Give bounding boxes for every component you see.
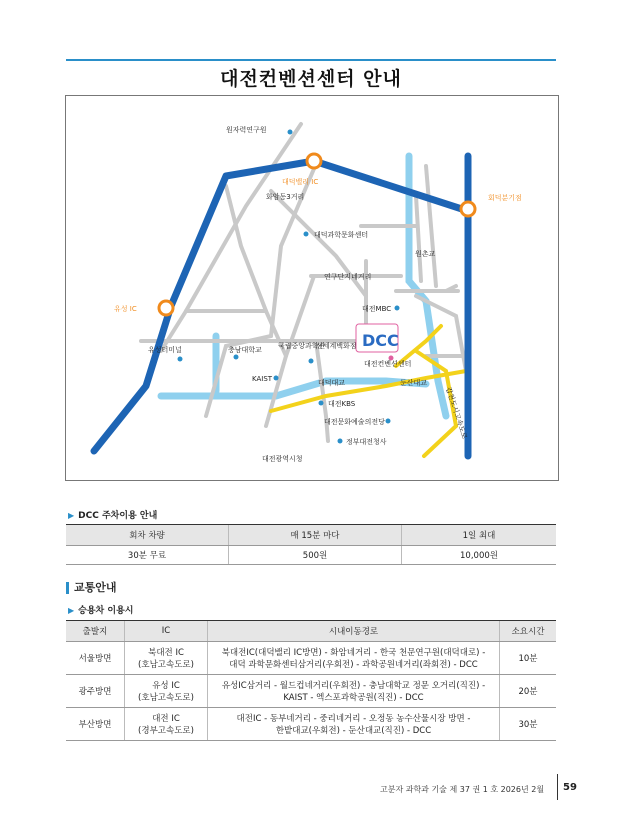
route-header: IC bbox=[125, 621, 208, 642]
route-from: 광주방면 bbox=[66, 675, 125, 708]
route-path: 대전IC - 동부네거리 - 중리네거리 - 오정동 농수산물시장 방면 - 한밭대교(우회전) - 둔산대교(직진) - DCC bbox=[208, 708, 500, 741]
route-path: 북대전IC(대덕밸리 IC방면) - 화암네거리 - 한국 천문연구원(대덕대로) - 대덕 과학문화센터삼거리(우회전) - 과학공원네거리(좌회전) - DCC bbox=[208, 642, 500, 675]
parking-header: 1일 최대 bbox=[402, 525, 557, 546]
route-time: 10분 bbox=[500, 642, 557, 675]
label-honam-exp: 호남고속도로 bbox=[365, 186, 407, 207]
parking-cell: 30분 무료 bbox=[66, 546, 229, 565]
parking-heading: ▶ DCC 주차이용 안내 bbox=[68, 511, 158, 521]
route-from: 부산방면 bbox=[66, 708, 125, 741]
label-govt: 정부대전청사 bbox=[346, 438, 387, 446]
parking-header: 회차 차량 bbox=[66, 525, 229, 546]
triangle-icon: ▶ bbox=[68, 606, 75, 615]
label-gapcheon: 갑천도시고속도로 bbox=[444, 386, 469, 441]
route-time: 20분 bbox=[500, 675, 557, 708]
label-wondong: 원촌교 bbox=[415, 250, 436, 258]
title-top-rule bbox=[66, 59, 556, 61]
label-mbc: 대전MBC bbox=[362, 305, 392, 313]
label-wonjaryeok: 원자력연구원 bbox=[226, 126, 267, 134]
yuseong-ic-marker bbox=[159, 301, 173, 315]
label-shinsegae: 신세계백화점 bbox=[316, 342, 357, 350]
route-header: 소요시간 bbox=[500, 621, 557, 642]
table-row bbox=[66, 708, 556, 741]
route-path: 유성IC삼거리 - 월드컵네거리(우회전) - 충남대학교 정문 오거리(직진) - KAIST - 엑스포과학공원(직진) - DCC bbox=[208, 675, 500, 708]
route-header: 출발지 bbox=[66, 621, 125, 642]
route-ic: 북대전 IC (호남고속도로) bbox=[125, 642, 208, 675]
footer-text: 고분자 과학과 기술 제 37 권 1 호 2026년 2월 bbox=[380, 785, 545, 794]
location-map bbox=[65, 95, 559, 481]
route-table bbox=[66, 620, 556, 741]
route-ic: 대전 IC (경부고속도로) bbox=[125, 708, 208, 741]
label-daedeok-ic: 대덕밸리 IC bbox=[282, 178, 319, 186]
transport-heading: 교통안내 bbox=[66, 582, 117, 594]
label-yuseong-terminal: 유성터미널 bbox=[148, 346, 182, 354]
label-national-museum: 국립중앙과학관 bbox=[278, 342, 326, 350]
triangle-icon: ▶ bbox=[68, 511, 75, 520]
route-header: 시내이동경로 bbox=[208, 621, 500, 642]
route-from: 서울방면 bbox=[66, 642, 125, 675]
footer-divider bbox=[557, 774, 558, 800]
table-row bbox=[66, 675, 556, 708]
parking-table bbox=[66, 524, 556, 565]
page-number: 59 bbox=[563, 782, 577, 793]
page-title: 대전컨벤션센터 안내 bbox=[220, 68, 402, 90]
label-kbs: 대전KBS bbox=[328, 400, 356, 408]
route-ic: 유성 IC (호남고속도로) bbox=[125, 675, 208, 708]
parking-cell: 10,000원 bbox=[402, 546, 557, 565]
label-dunsan-bridge: 둔산대교 bbox=[400, 379, 428, 387]
parking-cell: 500원 bbox=[229, 546, 402, 565]
car-subheading: ▶ 승용차 이용시 bbox=[68, 606, 134, 616]
parking-header: 매 15분 마다 bbox=[229, 525, 402, 546]
label-yeongu: 연구단지네거리 bbox=[324, 273, 372, 281]
label-dcc-center: 대전컨벤션센터 bbox=[364, 360, 412, 368]
daedeok-ic-marker bbox=[307, 154, 321, 168]
hoedeok-marker bbox=[461, 202, 475, 216]
label-arts: 대전문화예술의전당 bbox=[324, 418, 385, 426]
map-graphic bbox=[66, 96, 558, 480]
label-chungnam-univ: 충남대학교 bbox=[228, 346, 262, 354]
label-gyeongbu: 경부고속도로 bbox=[472, 321, 480, 362]
label-kaist: KAIST bbox=[252, 375, 273, 383]
label-science-center: 대덕과학문화센터 bbox=[314, 231, 369, 239]
table-row bbox=[66, 642, 556, 675]
label-yuseong-ic: 유성 IC bbox=[114, 305, 137, 313]
label-hoedeok: 회덕분기점 bbox=[488, 194, 522, 202]
label-cityhall: 대전광역시청 bbox=[262, 455, 303, 463]
label-daedeok-bridge: 대덕대교 bbox=[318, 379, 346, 387]
route-time: 30분 bbox=[500, 708, 557, 741]
label-hwaam: 화암동3거리 bbox=[266, 193, 305, 201]
dcc-logo-text: DCC bbox=[362, 331, 399, 350]
